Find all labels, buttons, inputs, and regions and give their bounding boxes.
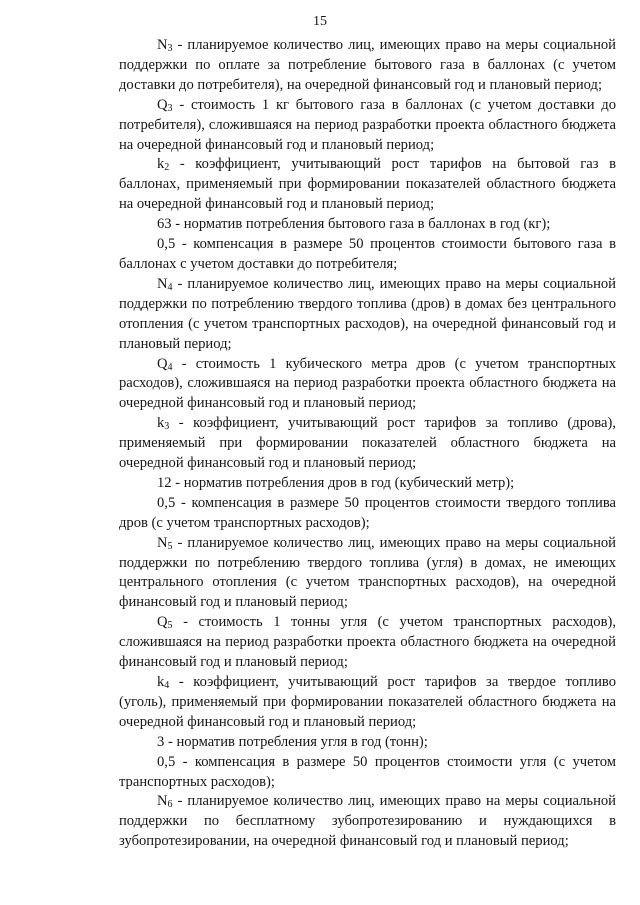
variable-symbol: N	[157, 793, 168, 810]
variable-symbol: N	[157, 275, 168, 292]
body-text	[119, 36, 616, 852]
variable-subscript: 4	[167, 361, 173, 373]
paragraph-text: 3 - норматив потребления угля в год (тонн);	[157, 733, 428, 750]
paragraph-coal-norm	[119, 733, 616, 753]
variable-symbol: Q	[157, 614, 168, 631]
paragraph-text: - планируемое количество лиц, имеющих право на меры социальной поддержки по потреблению твердого топлива (угля) в домах, не имеющих центрального отопления (с учетом транспортных расходов), на очередной финансовый год и плановый период;	[119, 534, 616, 611]
paragraph-text: 63 - норматив потребления бытового газа в баллонах в год (кг);	[157, 216, 551, 233]
variable-symbol: Q	[157, 96, 168, 113]
paragraph-text: - планируемое количество лиц, имеющих право на меры социальной поддержки по бесплатному зубопротезированию и нуждающихся в зубопротезировании, на очередной финансовый год и плановый период;	[119, 793, 616, 850]
variable-subscript: 4	[164, 680, 170, 691]
paragraph-text: - стоимость 1 кг бытового газа в баллонах (с учетом доставки до потребителя), сложившаяся на период разработки проекта областного бюджета на очередной финансовый год и плановый период;	[119, 96, 616, 153]
variable-symbol: N	[157, 37, 168, 53]
variable-symbol: k	[157, 674, 165, 690]
paragraph-q5	[119, 613, 616, 673]
paragraph-gas-norm	[119, 215, 616, 235]
paragraph-coal-compensation	[119, 753, 616, 793]
paragraph-gas-compensation	[119, 235, 616, 275]
variable-subscript: 3	[167, 102, 173, 114]
variable-subscript: 4	[167, 281, 173, 293]
variable-symbol: N	[157, 534, 168, 551]
variable-subscript: 3	[164, 421, 170, 433]
paragraph-wood-norm	[119, 474, 616, 494]
paragraph-text: - стоимость 1 тонны угля (с учетом транспортных расходов), сложившаяся на период разработки проекта областного бюджета на очередной финансовый год и плановый период;	[119, 614, 616, 671]
page-number: 15	[313, 14, 327, 29]
paragraph-n6	[119, 792, 616, 852]
paragraph-text: 0,5 - компенсация в размере 50 процентов стоимости бытового газа в баллонах с учетом доставки до потребителя;	[119, 236, 616, 272]
paragraph-k2	[119, 155, 616, 215]
paragraph-q3	[119, 96, 616, 156]
variable-symbol: k	[157, 156, 165, 173]
paragraph-n4	[119, 275, 616, 355]
paragraph-q4	[119, 355, 616, 415]
paragraph-k4	[119, 673, 616, 733]
variable-subscript: 5	[167, 540, 173, 552]
paragraph-text: - планируемое количество лиц, имеющих право на меры социальной поддержки по оплате за потребление бытового газа в баллонах (с учетом доставки до потребителя), на очередной финансовый год и плановый период;	[119, 37, 616, 93]
variable-symbol: k	[157, 415, 165, 432]
paragraph-text: - коэффициент, учитывающий рост тарифов на бытовой газ в баллонах, применяемый при формировании показателей областного бюджета на очередной финансовый год и плановый период;	[119, 156, 616, 213]
paragraph-text: 12 - норматив потребления дров в год (кубический метр);	[157, 474, 515, 491]
variable-subscript: 2	[164, 162, 170, 174]
paragraph-n5	[119, 534, 616, 614]
paragraph-text: - планируемое количество лиц, имеющих право на меры социальной поддержки по потреблению твердого топлива (дров) в домах без центрального отопления (с учетом транспортных расходов), на очередной финансовый год и плановый период;	[119, 275, 616, 352]
paragraph-text: 0,5 - компенсация в размере 50 процентов стоимости твердого топлива дров (с учетом транспортных расходов);	[119, 494, 616, 531]
paragraph-text: - коэффициент, учитывающий рост тарифов за твердое топливо (уголь), применяемый при формировании показателей областного бюджета на очередной финансовый год и плановый период;	[119, 674, 616, 730]
paragraph-n3	[119, 36, 616, 96]
variable-subscript: 3	[167, 43, 173, 54]
variable-subscript: 6	[167, 799, 173, 811]
paragraph-text: - стоимость 1 кубического метра дров (с учетом транспортных расходов), сложившаяся на период разработки проекта областного бюджета на очередной финансовый год и плановый период;	[119, 355, 616, 412]
variable-subscript: 5	[167, 620, 173, 632]
variable-symbol: Q	[157, 355, 168, 372]
paragraph-text: - коэффициент, учитывающий рост тарифов за топливо (дрова), применяемый при формировании показателей областного бюджета на очередной финансовый год и плановый период;	[119, 415, 616, 472]
paragraph-k3	[119, 414, 616, 474]
paragraph-text: 0,5 - компенсация в размере 50 процентов стоимости угля (с учетом транспортных расходов);	[119, 753, 616, 790]
paragraph-wood-compensation	[119, 494, 616, 534]
